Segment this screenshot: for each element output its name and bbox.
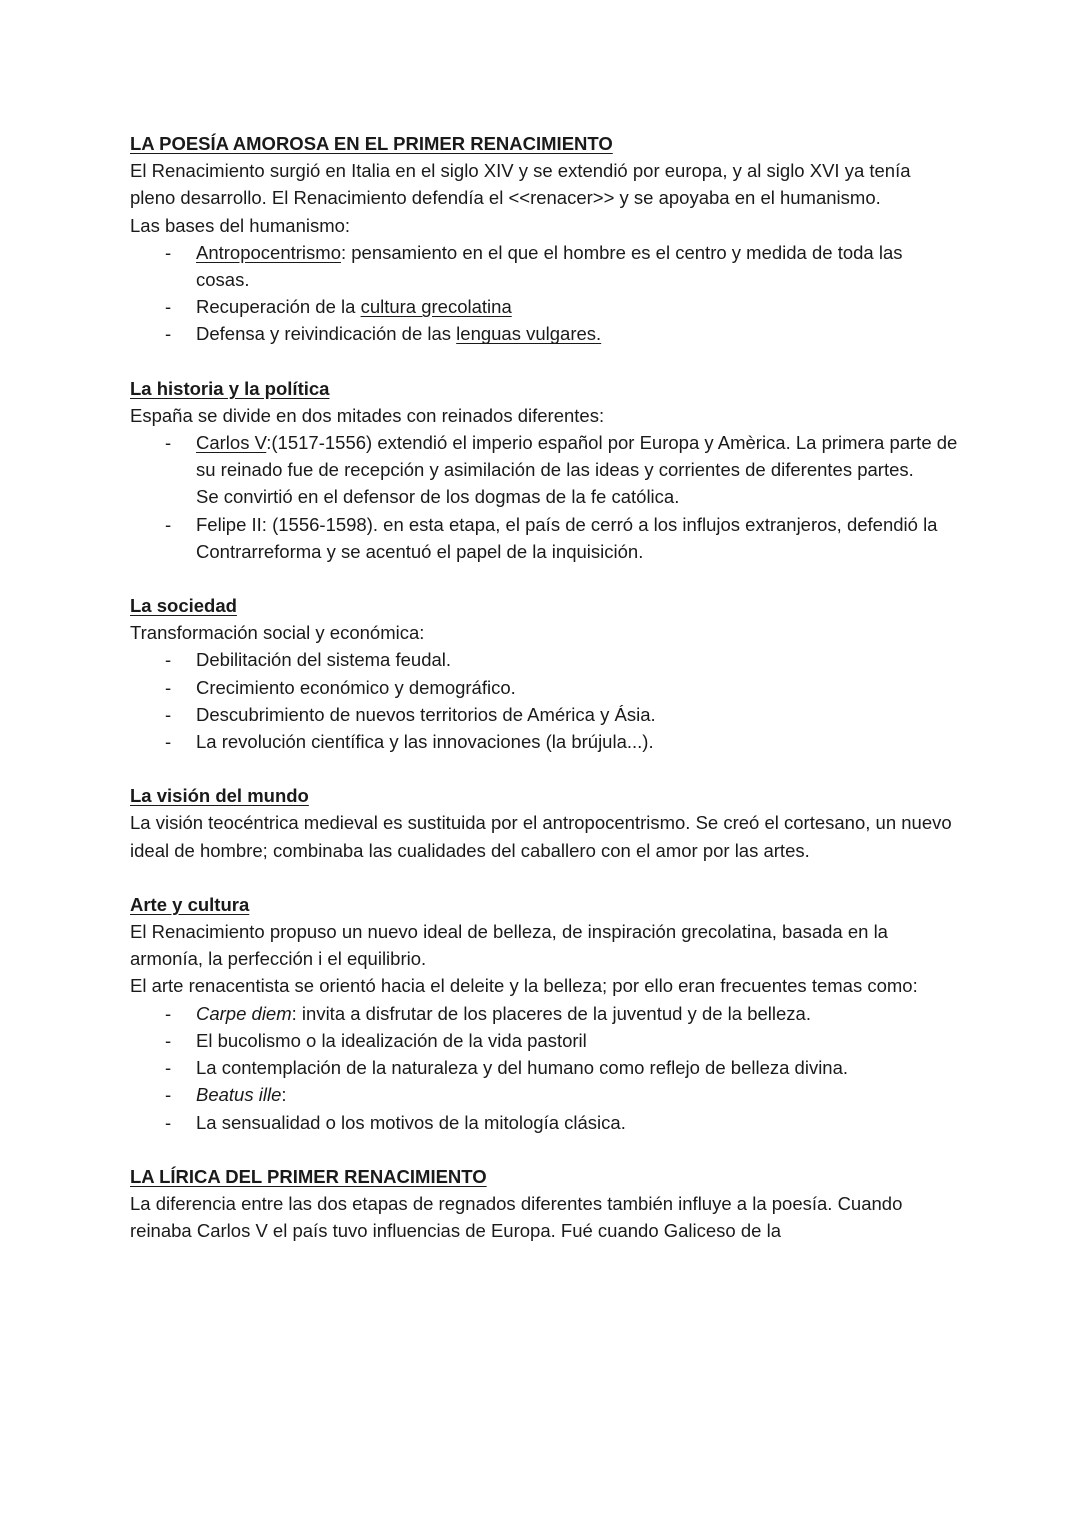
list-item: [130, 1081, 960, 1108]
section-paragraph: La visión teocéntrica medieval es sustituida por el antropocentrismo. Se creó el cortesano, un nuevo ideal de hombre; combinaba las cualidades del caballero con el amor por las artes.: [130, 812, 952, 861]
underlined-term: lenguas vulgares.: [456, 323, 602, 345]
list-item: - Crecimiento económico y demográfico.: [130, 674, 960, 701]
item-text: : pensamiento en el que el hombre es el centro y medida de toda las cosas.: [196, 241, 903, 291]
section-heading: La visión del mundo: [130, 785, 309, 807]
list-item: - El bucolismo o la idealización de la vida pastoril: [130, 1027, 960, 1054]
list-item: - La contemplación de la naturaleza y del humano como reflejo de belleza divina.: [130, 1054, 960, 1081]
list-item: [130, 239, 960, 293]
list-item: [130, 320, 960, 347]
list-item: - La sensualidad o los motivos de la mitología clásica.: [130, 1109, 960, 1136]
section-heading: LA LÍRICA DEL PRIMER RENACIMIENTO: [130, 1165, 487, 1187]
italic-term: Carpe diem: [196, 1002, 292, 1024]
list-item: [130, 1000, 960, 1027]
list-item: - Descubrimiento de nuevos territorios de América y Ásia.: [130, 701, 960, 728]
list-item: [130, 293, 960, 320]
humanismo-intro: Las bases del humanismo:: [130, 214, 351, 236]
section-paragraph: El Renacimiento propuso un nuevo ideal de belleza, de inspiración grecolatina, basada en la armonía, la perfección i el equilibrio.: [130, 921, 888, 970]
sociedad-list: [130, 646, 960, 755]
list-item: - Felipe II: (1556-1598). en esta etapa, el país de cerró a los influjos extranjeros, defendió la Contrarreforma y se acentuó el papel de la inquisición.: [130, 511, 960, 565]
list-item: [130, 429, 960, 511]
section-heading: La sociedad: [130, 595, 237, 617]
section-paragraph: Transformación social y económica:: [130, 622, 425, 644]
section-heading: La historia y la política: [130, 377, 330, 399]
section-heading: Arte y cultura: [130, 893, 250, 915]
underlined-term: cultura grecolatina: [360, 296, 512, 318]
humanismo-list: [130, 239, 960, 348]
item-text: :(1517-1556) extendió el imperio español por Europa y Amèrica. La primera parte de su reinado fue de recepción y asimilación de las ideas y corrientes de diferentes partes.: [196, 432, 958, 481]
list-item: - La revolución científica y las innovaciones (la brújula...).: [130, 728, 960, 755]
section-paragraph: La diferencia entre las dos etapas de regnados diferentes también influye a la poesía. Cuando reinaba Carlos V el país tuvo influencias de Europa. Fué cuando Galiceso de la: [130, 1192, 903, 1242]
intro-paragraph: El Renacimiento surgió en Italia en el siglo XIV y se extendió por europa, y al siglo XVI ya tenía pleno desarrollo. El Renacimiento defendía el <<renacer>> y se apoyaba en el humanismo.: [130, 160, 911, 209]
list-item: - Debilitación del sistema feudal.: [130, 646, 960, 673]
section-paragraph: España se divide en dos mitades con reinados diferentes:: [130, 404, 605, 426]
section-paragraph: El arte renacentista se orientó hacia el deleite y la belleza; por ello eran frecuentes temas como:: [130, 975, 918, 997]
underlined-term: Antropocentrismo: [196, 241, 341, 263]
arte-list: [130, 1000, 960, 1136]
item-text: Se convirtió en el defensor de los dogmas de la fe católica.: [196, 486, 680, 508]
underlined-term: Carlos V: [196, 432, 267, 454]
historia-list: [130, 429, 960, 565]
item-text: Recuperación de la: [196, 296, 361, 318]
item-text: :: [281, 1084, 287, 1106]
document-title: LA POESÍA AMOROSA EN EL PRIMER RENACIMIENTO: [130, 133, 613, 154]
item-text: : invita a disfrutar de los placeres de la juventud y de la belleza.: [291, 1002, 811, 1024]
document-page: [130, 130, 960, 1244]
item-text: Defensa y reivindicación de las: [196, 323, 457, 345]
italic-term: Beatus ille: [196, 1084, 282, 1106]
